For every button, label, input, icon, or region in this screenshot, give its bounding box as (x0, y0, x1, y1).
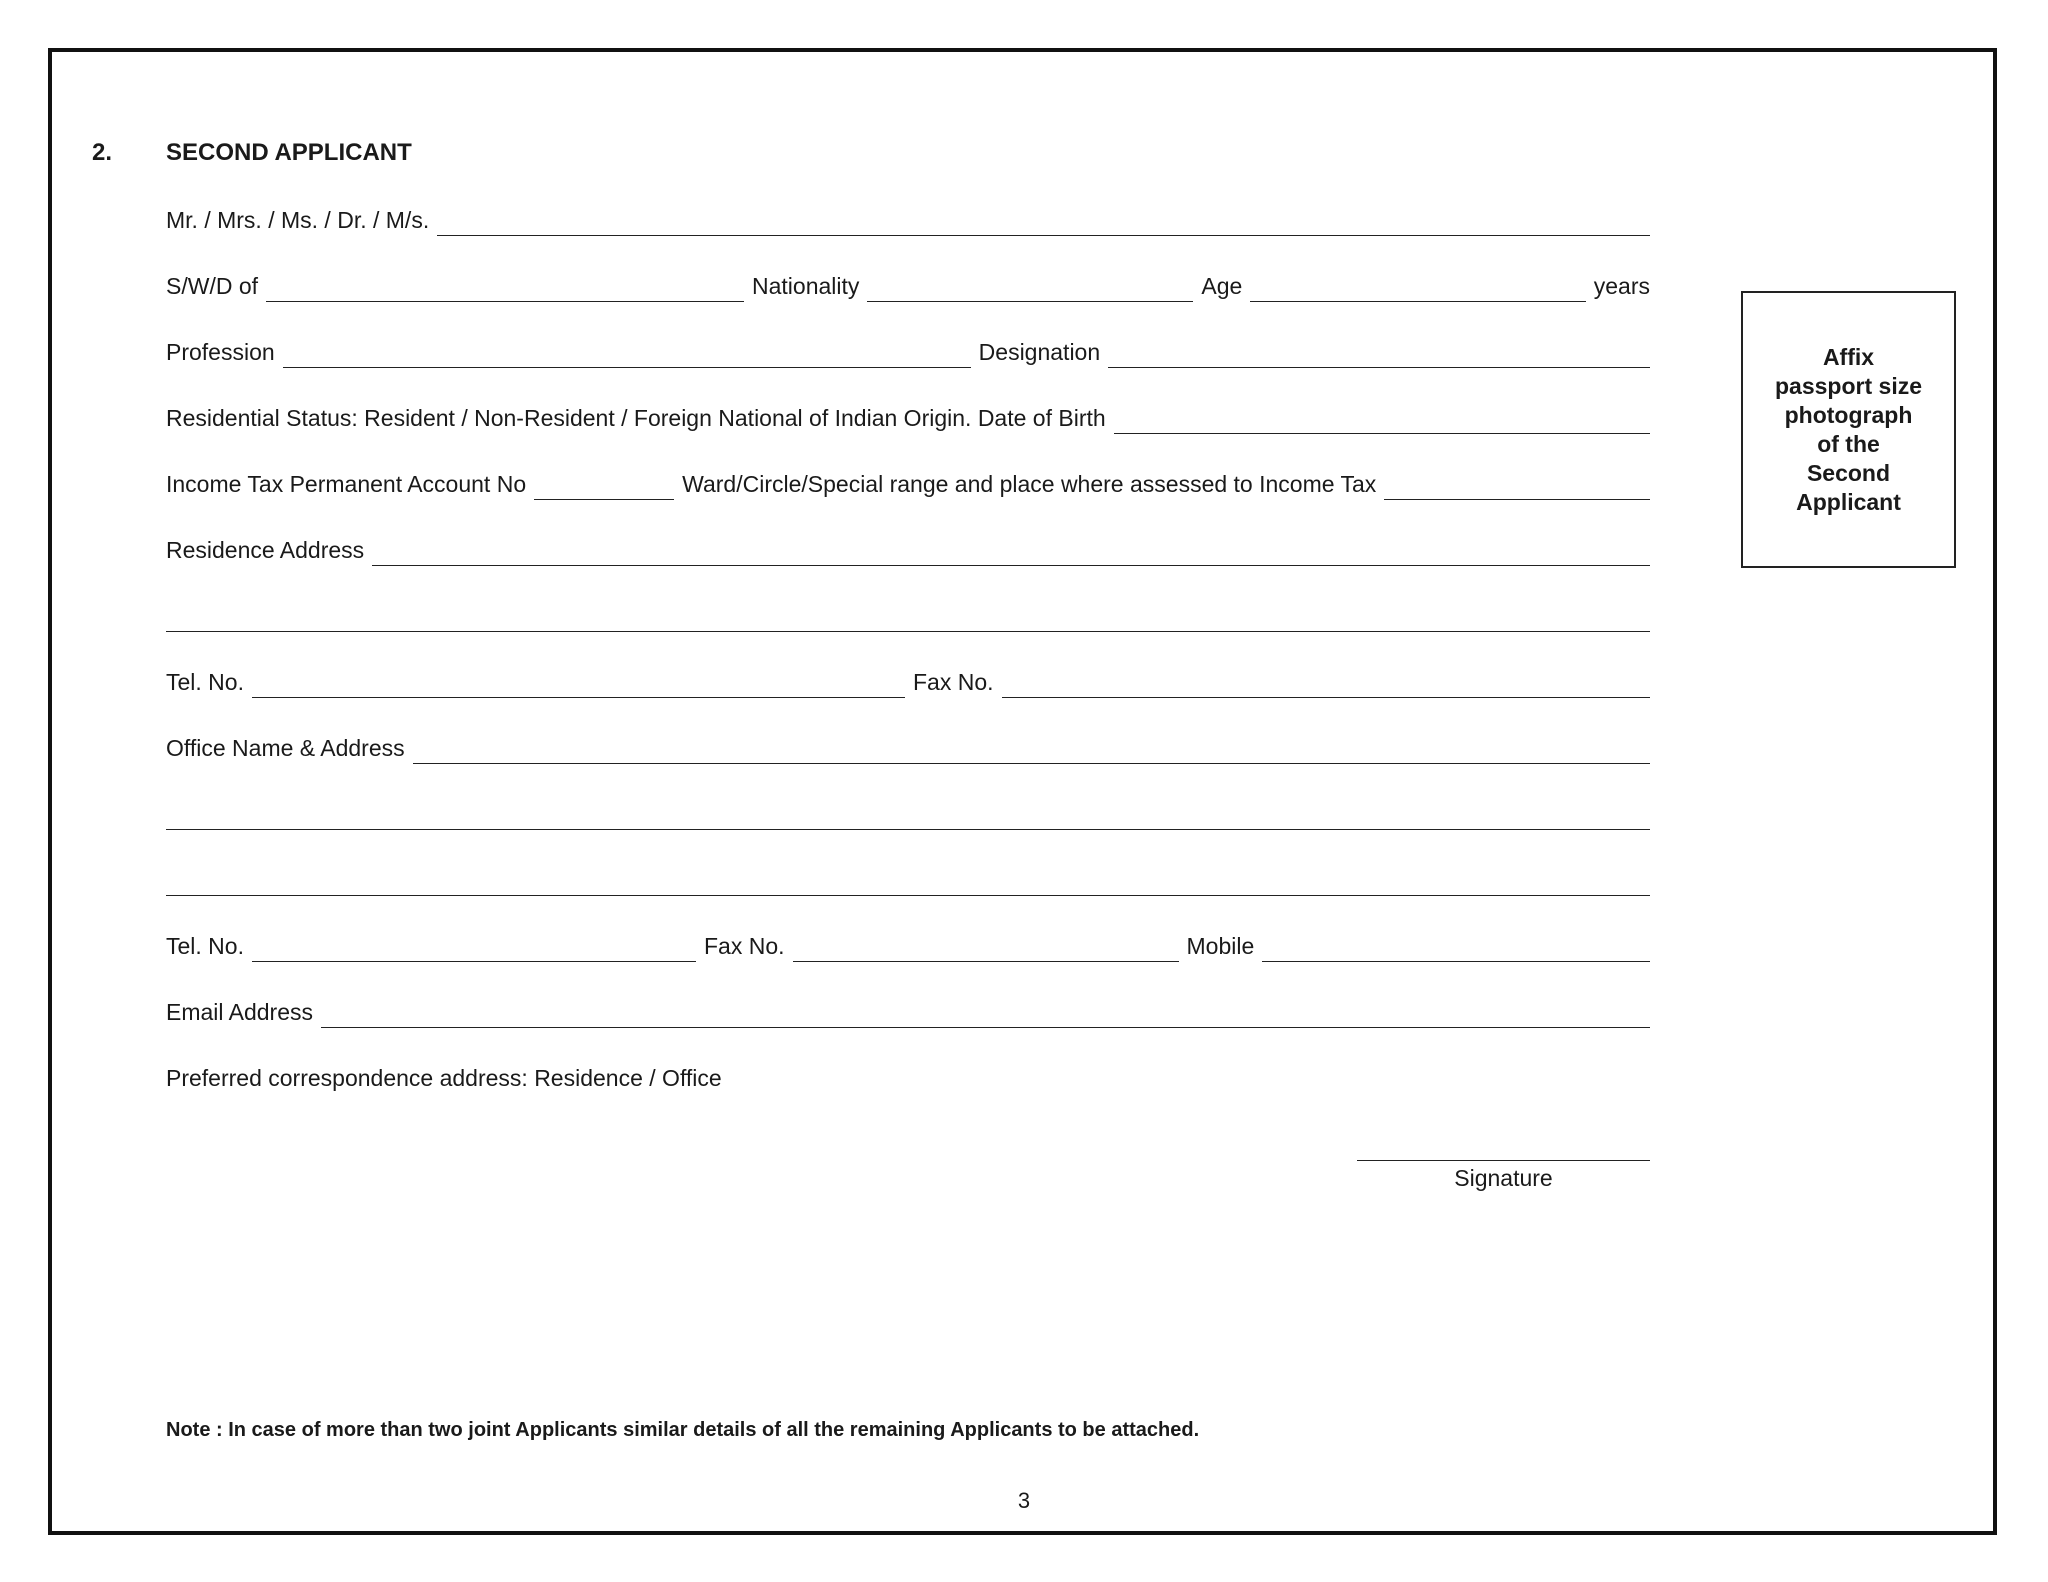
office-contact-row (166, 930, 1650, 962)
mobile-field[interactable] (1262, 960, 1650, 962)
preferred-address-row (166, 1062, 1650, 1094)
section-number: 2. (92, 139, 113, 166)
off-tel-field[interactable] (252, 960, 696, 962)
residence-address-label: Residence Address (166, 537, 365, 563)
nationality-field[interactable] (867, 300, 1193, 302)
off-tel-label: Tel. No. (166, 933, 244, 959)
office-label: Office Name & Address (166, 735, 405, 761)
swd-field[interactable] (266, 300, 744, 302)
pan-field[interactable] (534, 498, 674, 500)
ward-label: Ward/Circle/Special range and place where assessed to Income Tax (682, 471, 1377, 497)
off-fax-label: Fax No. (703, 933, 785, 959)
signature-label: Signature (1454, 1165, 1553, 1191)
age-field[interactable] (1250, 300, 1585, 302)
swd-label: S/W/D of (166, 273, 259, 299)
photo-box (1741, 291, 1956, 568)
note-text: Note : In case of more than two joint Applicants similar details of all the remaining Applicants to be attached. (166, 1419, 1200, 1441)
page-number: 3 (1017, 1488, 1031, 1513)
office-address-field[interactable] (413, 762, 1650, 764)
office-address-row (166, 732, 1650, 764)
profession-row (166, 336, 1650, 368)
off-fax-field[interactable] (793, 960, 1179, 962)
name-field[interactable] (437, 234, 1650, 236)
income-tax-row (166, 468, 1650, 500)
salutation-label: Mr. / Mrs. / Ms. / Dr. / M/s. (166, 207, 430, 233)
mobile-label: Mobile (1186, 933, 1255, 959)
pan-label: Income Tax Permanent Account No (166, 471, 527, 497)
profession-label: Profession (166, 339, 275, 365)
nationality-label: Nationality (752, 273, 860, 299)
res-tel-field[interactable] (252, 696, 905, 698)
age-label: Age (1201, 273, 1243, 299)
signature-line[interactable] (1357, 1160, 1650, 1161)
name-row (166, 204, 1650, 236)
profession-field[interactable] (283, 366, 971, 368)
dob-field[interactable] (1114, 432, 1650, 434)
residential-status-label: Residential Status: Resident / Non-Resident / Foreign National of Indian Origin. Date of Birth (166, 405, 1106, 431)
email-field[interactable] (321, 1026, 1650, 1028)
residence-address-field-2[interactable] (166, 630, 1650, 632)
office-address-row-3 (166, 864, 1650, 896)
section-title: SECOND APPLICANT (166, 139, 412, 166)
res-fax-label: Fax No. (912, 669, 994, 695)
residential-status-row (166, 402, 1650, 434)
office-address-row-2 (166, 798, 1650, 830)
residence-contact-row (166, 666, 1650, 698)
preferred-address-label: Preferred correspondence address: Residence / Office (166, 1065, 722, 1091)
residence-address-row-2 (166, 600, 1650, 632)
ward-field[interactable] (1384, 498, 1650, 500)
res-fax-field[interactable] (1002, 696, 1650, 698)
designation-label: Designation (978, 339, 1101, 365)
residence-address-field[interactable] (372, 564, 1650, 566)
email-label: Email Address (166, 999, 314, 1025)
res-tel-label: Tel. No. (166, 669, 244, 695)
residence-address-row (166, 534, 1650, 566)
designation-field[interactable] (1108, 366, 1650, 368)
email-row (166, 996, 1650, 1028)
years-label: years (1593, 273, 1650, 299)
photo-box-text: Affix passport size photograph of the Second Applicant (1775, 343, 1922, 515)
office-address-field-2[interactable] (166, 828, 1650, 830)
parentage-row (166, 270, 1650, 302)
office-address-field-3[interactable] (166, 894, 1650, 896)
